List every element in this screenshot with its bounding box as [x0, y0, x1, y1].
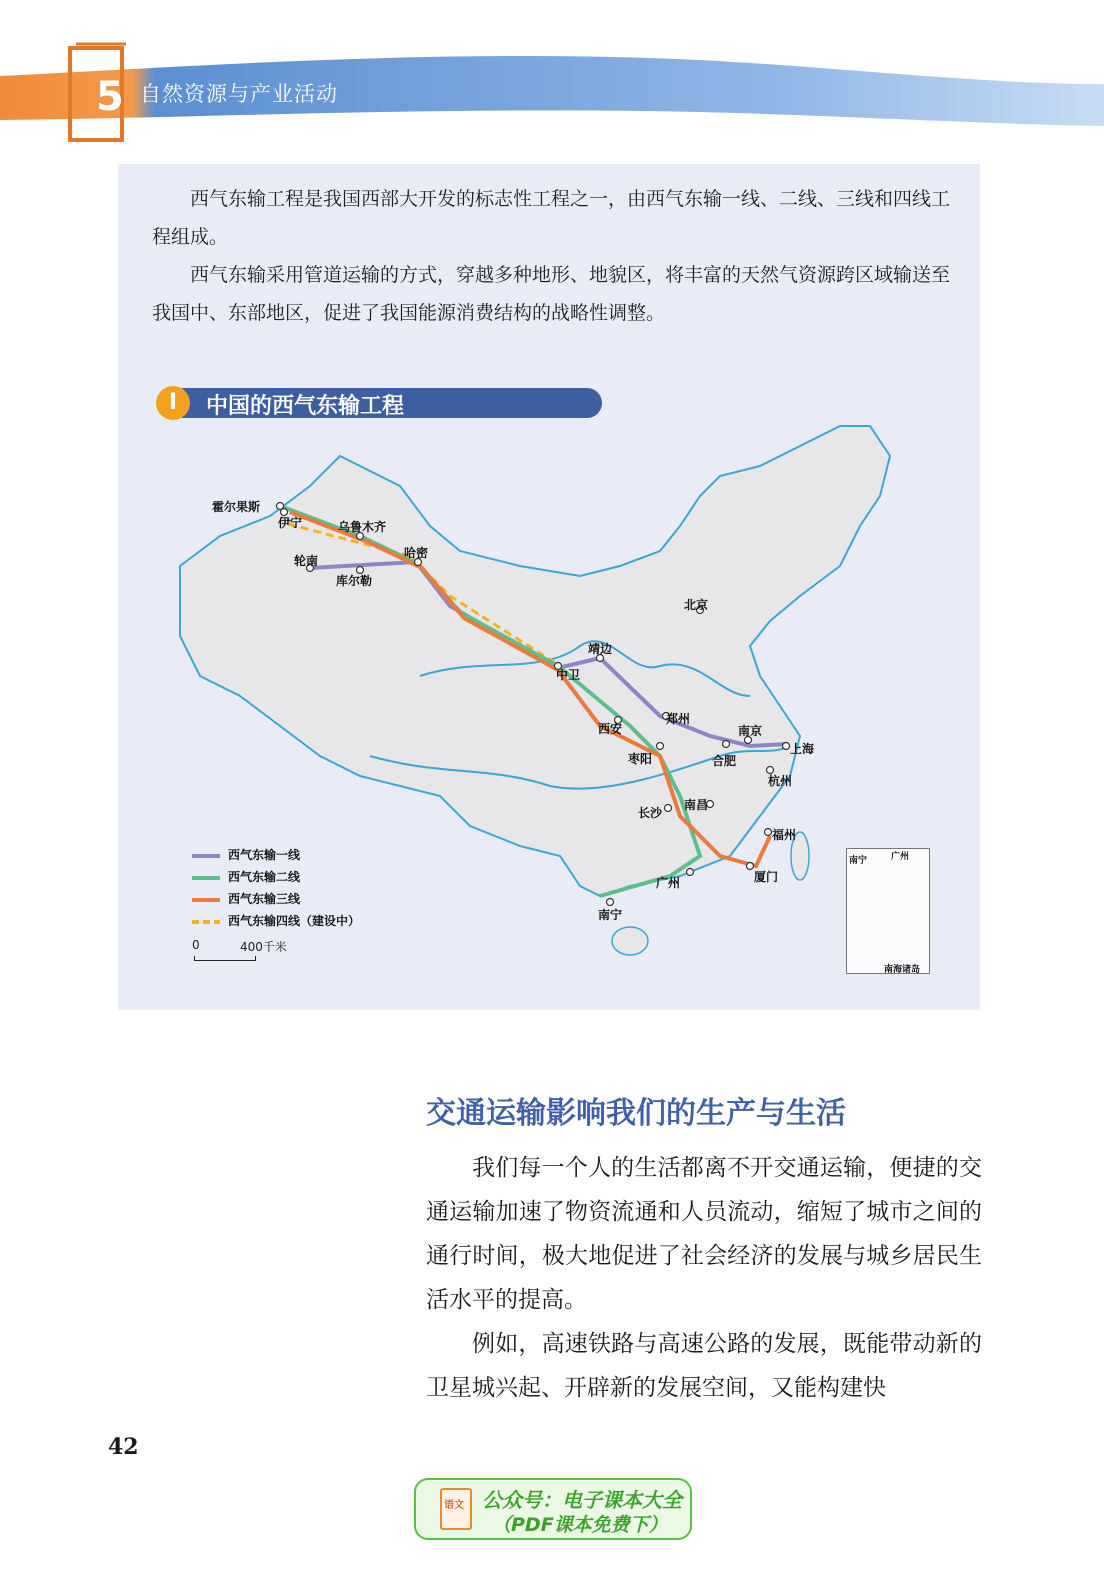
city-label-beijing: 北京 [684, 598, 709, 612]
city-label-zhengzhou: 郑州 [666, 712, 691, 726]
inset-city-nanning: 南宁 [849, 856, 868, 866]
city-label-hefei: 合肥 [712, 754, 737, 768]
inset-city-guangzhou: 广州 [891, 852, 910, 862]
section-body [426, 1146, 982, 1410]
watermark-badge [414, 1478, 692, 1540]
city-label-zaoyang: 枣阳 [628, 752, 653, 766]
city-label-guangzhou: 广州 [656, 876, 681, 890]
section-title: 交通运输影响我们的生产与生活 [426, 1096, 846, 1131]
legend-swatch-line-1 [192, 854, 220, 858]
chapter-title: 自然资源与产业活动 [140, 82, 338, 106]
city-label-changsha: 长沙 [638, 806, 663, 820]
legend-swatch-line-2 [192, 876, 220, 880]
chapter-header [0, 0, 1104, 160]
scale-line [194, 956, 256, 961]
legend-label-line-4: 西气东输四线（建设中） [228, 914, 361, 928]
city-label-yining: 伊宁 [278, 516, 303, 530]
legend-label-line-2: 西气东输二线 [228, 870, 301, 884]
section-paragraph-1: 我们每一个人的生活都离不开交通运输，便捷的交通运输加速了物资流通和人员流动，缩短了城市之间的通行时间，极大地促进了社会经济的发展与城乡居民生活水平的提高。 [426, 1155, 982, 1313]
city-label-nanning: 南宁 [598, 908, 623, 922]
map-number-badge: I [156, 386, 190, 420]
inset-caption: 南海诸岛 [884, 965, 921, 975]
watermark-line-1: 公众号：电子课本大全 [482, 1488, 682, 1512]
page-number: 42 [108, 1434, 139, 1460]
city-label-xian: 西安 [598, 722, 623, 736]
city-dot-hefei [723, 741, 730, 748]
intro-text [152, 180, 952, 332]
hainan-island [612, 927, 648, 955]
south-china-sea-inset [846, 848, 930, 974]
city-label-kuerle: 库尔勒 [336, 574, 373, 588]
map-title-text: 中国的西气东输工程 [206, 394, 405, 419]
book-icon [440, 1488, 472, 1530]
city-label-jingbian: 靖边 [588, 642, 613, 656]
scale-bar [192, 938, 287, 968]
intro-paragraph-1: 西气东输工程是我国西部大开发的标志性工程之一，由西气东输一线、二线、三线和四线工程组成。 [152, 188, 951, 248]
city-dot-shanghai [783, 743, 790, 750]
city-dot-nanning [607, 899, 614, 906]
legend-label-line-3: 西气东输三线 [228, 892, 301, 906]
legend-label-line-1: 西气东输一线 [228, 848, 301, 862]
city-label-zhongwei: 中卫 [556, 668, 581, 682]
section-paragraph-2: 例如，高速铁路与高速公路的发展，既能带动新的卫星城兴起、开辟新的发展空间，又能构建快 [426, 1331, 982, 1401]
city-label-huoerguosi: 霍尔果斯 [212, 500, 261, 514]
legend-swatch-line-3 [192, 898, 220, 902]
scale-zero: 0 [192, 938, 200, 952]
city-label-shanghai: 上海 [790, 742, 815, 756]
city-label-xiamen: 厦门 [754, 870, 779, 884]
city-dot-xiamen [747, 863, 754, 870]
intro-paragraph-2: 西气东输采用管道运输的方式，穿越多种地形、地貌区，将丰富的天然气资源跨区域输送至我国中、东部地区，促进了我国能源消费结构的战略性调整。 [152, 264, 951, 324]
city-label-wulumuqi: 乌鲁木齐 [338, 520, 387, 534]
city-label-nanjing: 南京 [738, 724, 763, 738]
city-label-lunnan: 轮南 [294, 554, 319, 568]
city-dot-fuzhou [765, 829, 772, 836]
legend-swatch-line-4 [192, 920, 220, 924]
city-label-hami: 哈密 [404, 546, 429, 560]
scale-label: 400千米 [240, 940, 287, 954]
city-dot-zaoyang [657, 743, 664, 750]
city-label-fuzhou: 福州 [772, 828, 797, 842]
map-title [156, 386, 446, 420]
book-icon-text: 语文 [444, 1500, 464, 1511]
chapter-number: 5 [96, 74, 124, 120]
watermark-line-2: （PDF课本免费下） [492, 1514, 668, 1536]
city-dot-guangzhou [687, 869, 694, 876]
city-dot-changsha [665, 805, 672, 812]
city-label-hangzhou: 杭州 [768, 774, 793, 788]
city-label-nanchang: 南昌 [684, 798, 709, 812]
